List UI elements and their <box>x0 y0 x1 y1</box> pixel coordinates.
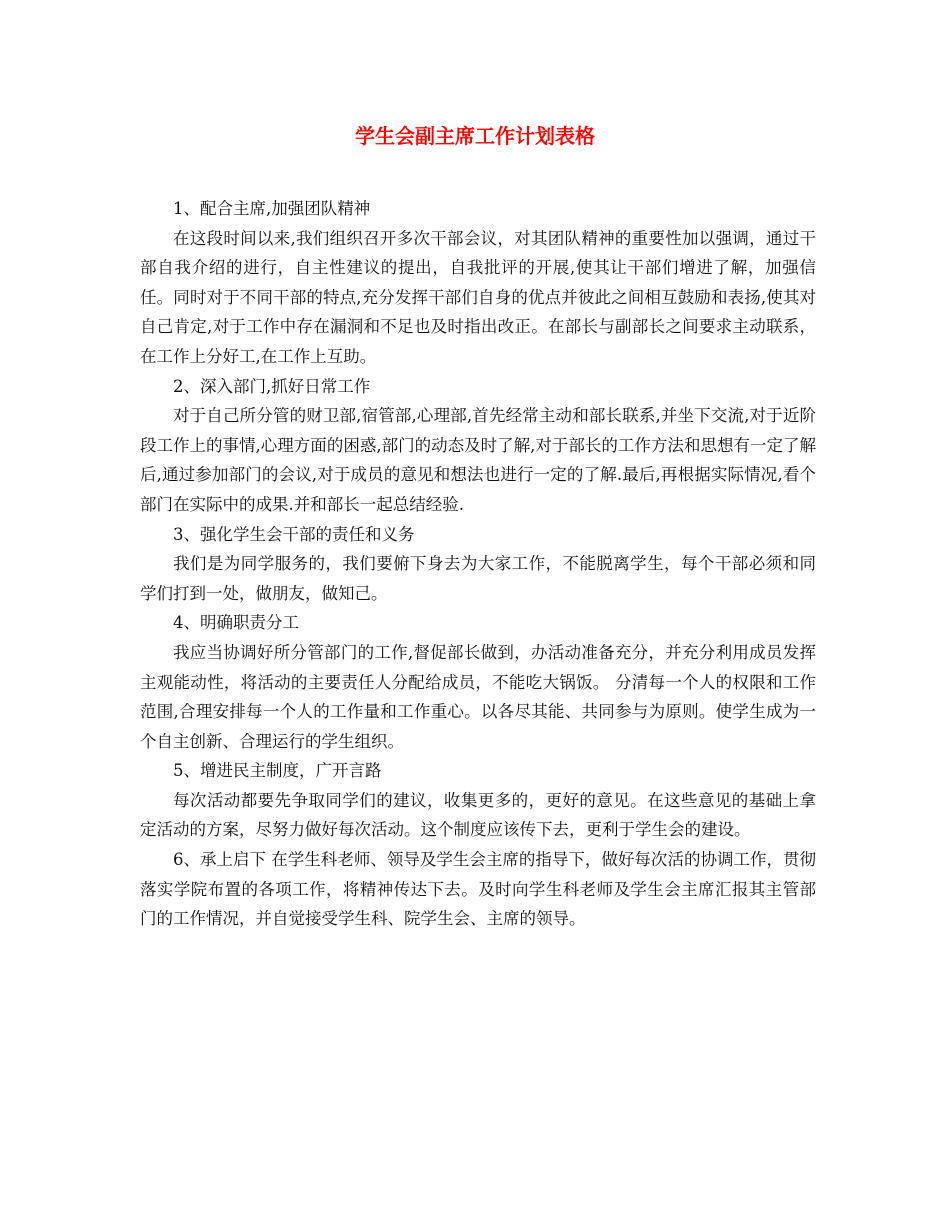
section-paragraph-5: 每次活动都要先争取同学们的建议，收集更多的，更好的意见。在这些意见的基础上拿定活动的方案，尽努力做好每次活动。这个制度应该传下去，更利于学生会的建设。 <box>140 790 816 840</box>
section-paragraph-6: 6、承上启下 在学生科老师、领导及学生会主席的指导下，做好每次活的协调工作，贯彻落实学院布置的各项工作，将精神传达下去。及时向学生科老师及学生会主席汇报其主管部门的工作情况，并自觉接受学生科、院学生会、主席的领导。 <box>140 850 816 929</box>
section-paragraph-1: 在这段时间以来,我们组织召开多次干部会议，对其团队精神的重要性加以强调，通过干部自我介绍的进行，自主性建议的提出，自我批评的开展,使其让干部们增进了解，加强信任。同时对于不同干部的特点,充分发挥干部们自身的优点并彼此之间相互鼓励和表扬,使其对自己肯定,对于工作中存在漏洞和不足也及时指出改正。在部长与副部长之间要求主动联系，在工作上分好工,在工作上互助。 <box>140 228 816 366</box>
section-paragraph-3: 我们是为同学服务的，我们要俯下身去为大家工作，不能脱离学生，每个干部必须和同学们打到一处，做朋友，做知己。 <box>140 554 816 603</box>
section-heading-2: 2、深入部门,抓好日常工作 <box>173 376 371 396</box>
section-paragraph-2: 对于自己所分管的财卫部,宿管部,心理部,首先经常主动和部长联系,并坐下交流,对于近阶段工作上的事情,心理方面的困惑,部门的动态及时了解,对于部长的工作方法和思想有一定了解后,通过参加部门的会议,对于成员的意见和想法也进行一定的了解.最后,再根据实际情况,看个部门在实际中的成果.并和部长一起总结经验. <box>140 406 816 514</box>
document-title: 学生会副主席工作计划表格 <box>355 124 595 148</box>
section-heading-4: 4、明确职责分工 <box>173 613 299 633</box>
section-heading-5: 5、增进民主制度，广开言路 <box>173 761 382 781</box>
section-paragraph-4: 我应当协调好所分管部门的工作,督促部长做到，办活动准备充分，并充分利用成员发挥主观能动性，将活动的主要责任人分配给成员，不能吃大锅饭。 分清每一个人的权限和工作范围,合理安排每一个人的工作量和工作重心。以各尽其能、共同参与为原则。使学生成为一个自主创新、合理运行的学生组织。 <box>140 642 816 751</box>
document-body <box>140 194 816 934</box>
section-heading-3: 3、强化学生会干部的责任和义务 <box>173 524 415 544</box>
section-heading-1: 1、配合主席,加强团队精神 <box>173 199 371 218</box>
